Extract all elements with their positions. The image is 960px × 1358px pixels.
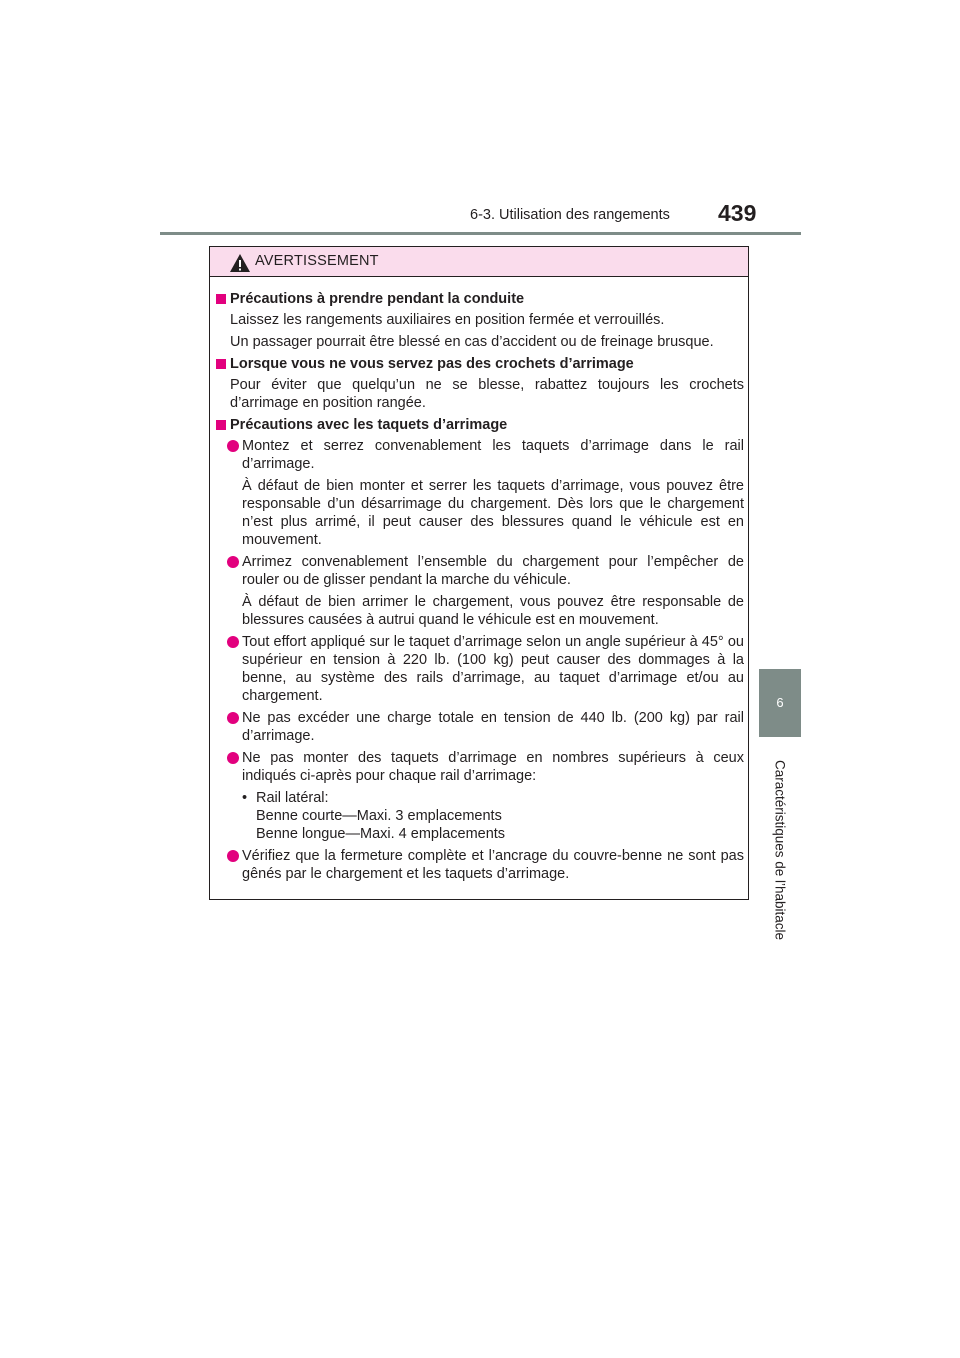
bullet-text: Tout effort appliqué sur le taquet d’arrimage selon un angle supérieur à 45° ou supérieur en tension à 220 lb. (100 kg) peut causer des dommages à la benne, au système des rails d’arrimage, au taquet d’arrimage et/ou au chargement. [242, 634, 744, 704]
section-driving [216, 290, 744, 351]
circle-bullet-icon [227, 556, 239, 568]
bullet-text: Ne pas monter des taquets d’arrimage en nombres supérieurs à ceux indiqués ci-après pour chaque rail d’arrimage: [242, 750, 744, 784]
circle-bullet-icon [227, 636, 239, 648]
sub-list-line: Benne longue—Maxi. 4 emplacements [256, 826, 506, 842]
sub-list-line: Benne courte—Maxi. 3 emplacements [256, 808, 502, 824]
bullet-text: Montez et serrez convenablement les taquets d’arrimage dans le rail d’arrimage. [242, 438, 744, 472]
bullet-item [216, 847, 744, 883]
square-bullet-icon [216, 294, 226, 304]
sub-list-item [242, 789, 744, 843]
bullet-item [216, 437, 744, 473]
section-cleats [216, 416, 744, 883]
section-title-text: Lorsque vous ne vous servez pas des crochets d’arrimage [230, 356, 634, 372]
chapter-tab-rule [759, 735, 801, 737]
paragraph: Un passager pourrait être blessé en cas d’accident ou de freinage brusque. [230, 334, 714, 350]
chapter-tab-number: 6 [776, 695, 784, 710]
bullet-text: Arrimez convenablement l’ensemble du chargement pour l’empêcher de rouler ou de glisser pendant la marche du véhicule. [242, 554, 744, 588]
section-title [216, 355, 744, 373]
section-title [216, 416, 744, 434]
bullet-text: Ne pas excéder une charge totale en tension de 440 lb. (200 kg) par rail d’arrimage. [242, 710, 744, 744]
section-hooks [216, 355, 744, 412]
section-title-text: Précautions à prendre pendant la conduite [230, 291, 525, 307]
chapter-label: Caractéristiques de l’habitacle [772, 759, 788, 941]
bullet-text: Vérifiez que la fermeture complète et l’ancrage du couvre-benne ne sont pas gênés par le chargement et les taquets d’arrimage. [242, 848, 744, 882]
page-number: 439 [718, 200, 757, 226]
header-section-title: 6-3. Utilisation des rangements [470, 207, 670, 223]
bullet-item [216, 709, 744, 745]
section-title-text: Précautions avec les taquets d’arrimage [230, 417, 508, 433]
header-rule [160, 232, 801, 235]
bullet-subtext: À défaut de bien arrimer le chargement, vous pouvez être responsable de blessures causées à autrui quand le véhicule est en mouvement. [242, 594, 744, 628]
warning-content [216, 290, 744, 887]
circle-bullet-icon [227, 850, 239, 862]
square-bullet-icon [216, 420, 226, 430]
warning-header [210, 247, 748, 277]
chapter-tab [759, 669, 801, 735]
circle-bullet-icon [227, 752, 239, 764]
bullet-item [216, 553, 744, 589]
sub-list-marker: • [242, 790, 248, 806]
circle-bullet-icon [227, 712, 239, 724]
bullet-item [216, 633, 744, 705]
square-bullet-icon [216, 359, 226, 369]
bullet-subtext: À défaut de bien monter et serrer les taquets d’arrimage, vous pouvez être responsable d’un désarrimage du chargement. Dès lors que le chargement n’est plus arrimé, il peut causer des blessures quand le véhicule est en mouvement. [242, 478, 744, 548]
bullet-item [216, 749, 744, 785]
warning-title: AVERTISSEMENT [255, 253, 379, 269]
circle-bullet-icon [227, 440, 239, 452]
paragraph: Laissez les rangements auxiliaires en position fermée et verrouillés. [230, 312, 665, 328]
section-title [216, 290, 744, 308]
warning-triangle-icon [229, 253, 251, 273]
sub-list-label: Rail latéral: [256, 790, 329, 806]
paragraph: Pour éviter que quelqu’un ne se blesse, rabattez toujours les crochets d’arrimage en position rangée. [230, 377, 744, 411]
warning-box [209, 246, 749, 900]
